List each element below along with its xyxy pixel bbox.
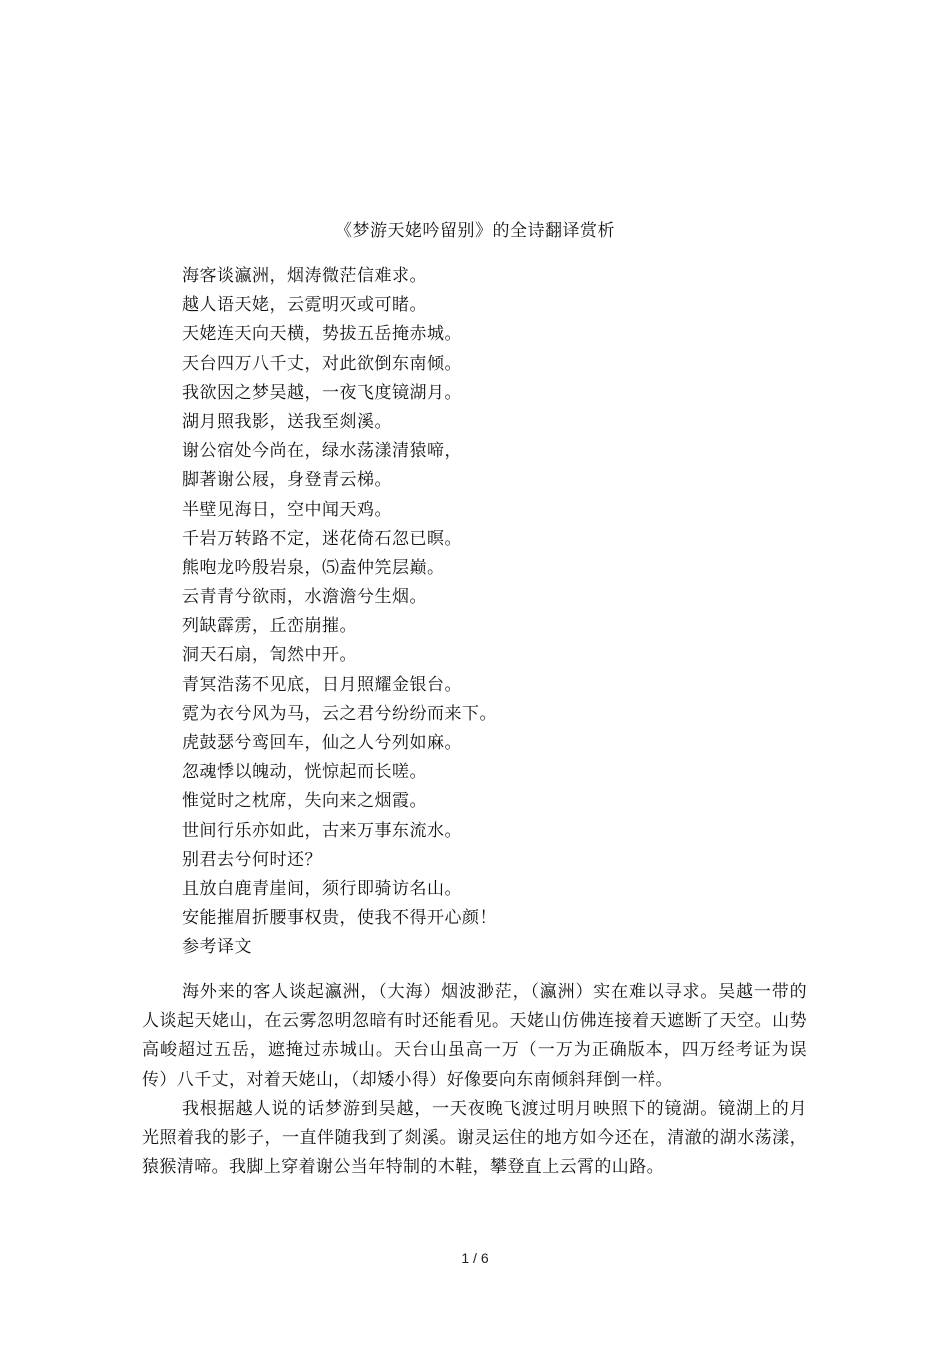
translation-paragraph: 我根据越人说的话梦游到吴越，一天夜晚飞渡过明月映照下的镜湖。镜湖上的月光照着我的影子，一直伴随我到了剡溪。谢灵运住的地方如今还在，清澈的湖水荡漾，猿猴清啼。我脚上穿着谢公当年特制的木鞋，攀登直上云霄的山路。 <box>142 1098 807 1178</box>
poem-line: 湖月照我影，送我至剡溪。 <box>182 411 392 432</box>
poem-line: 千岩万转路不定，迷花倚石忽已暝。 <box>182 528 462 549</box>
poem-line: 洞天石扇，訇然中开。 <box>182 645 357 666</box>
poem-line: 我欲因之梦吴越，一夜飞度镜湖月。 <box>182 382 462 403</box>
poem-line: 熊咆龙吟殷岩泉，⑸盍仲笎层巅。 <box>182 557 445 578</box>
poem-body <box>182 262 822 963</box>
document-title: 《梦游天姥吟留别》的全诗翻译赏析 <box>335 221 615 241</box>
poem-line: 别君去兮何时还？ <box>182 849 322 870</box>
reference-translation-heading: 参考译文 <box>182 937 252 958</box>
poem-line: 列缺霹雳，丘峦崩摧。 <box>182 616 357 637</box>
poem-line: 安能摧眉折腰事权贵，使我不得开心颜！ <box>182 908 497 929</box>
poem-line: 天台四万八千丈，对此欲倒东南倾。 <box>182 353 462 374</box>
poem-line: 且放白鹿青崖间，须行即骑访名山。 <box>182 878 462 899</box>
poem-line: 谢公宿处今尚在，绿水荡漾清猿啼， <box>182 441 462 462</box>
poem-line: 海客谈瀛洲，烟涛微茫信难求。 <box>182 266 427 286</box>
poem-line: 脚著谢公屐，身登青云梯。 <box>182 470 392 491</box>
translation-body <box>142 978 807 1182</box>
poem-line: 忽魂悸以魄动，恍惊起而长嗟。 <box>182 762 427 783</box>
poem-line: 青冥浩荡不见底，日月照耀金银台。 <box>182 674 462 695</box>
poem-line: 半壁见海日，空中闻天鸡。 <box>182 499 392 520</box>
page-number: 1 / 6 <box>461 1250 489 1266</box>
poem-line: 霓为衣兮风为马，云之君兮纷纷而来下。 <box>182 703 497 724</box>
poem-line: 世间行乐亦如此，古来万事东流水。 <box>182 820 462 841</box>
poem-line: 云青青兮欲雨，水澹澹兮生烟。 <box>182 587 427 608</box>
poem-line: 越人语天姥，云霓明灭或可睹。 <box>182 295 427 316</box>
poem-line: 虎鼓瑟兮鸾回车，仙之人兮列如麻。 <box>182 733 462 753</box>
poem-line: 天姥连天向天横，势拔五岳掩赤城。 <box>182 324 462 345</box>
translation-paragraph: 海外来的客人谈起瀛洲，（大海）烟波渺茫，（瀛洲）实在难以寻求。吴越一带的人谈起天姥山，在云雾忽明忽暗有时还能看见。天姥山仿佛连接着天遮断了天空。山势高峻超过五岳，遮掩过赤城山。天台山虽高一万（一万为正确版本，四万经考证为误传）八千丈，对着天姥山，（却矮小得）好像要向东南倾斜拜倒一样。 <box>142 982 807 1090</box>
poem-line: 惟觉时之枕席，失向来之烟霞。 <box>182 791 427 812</box>
